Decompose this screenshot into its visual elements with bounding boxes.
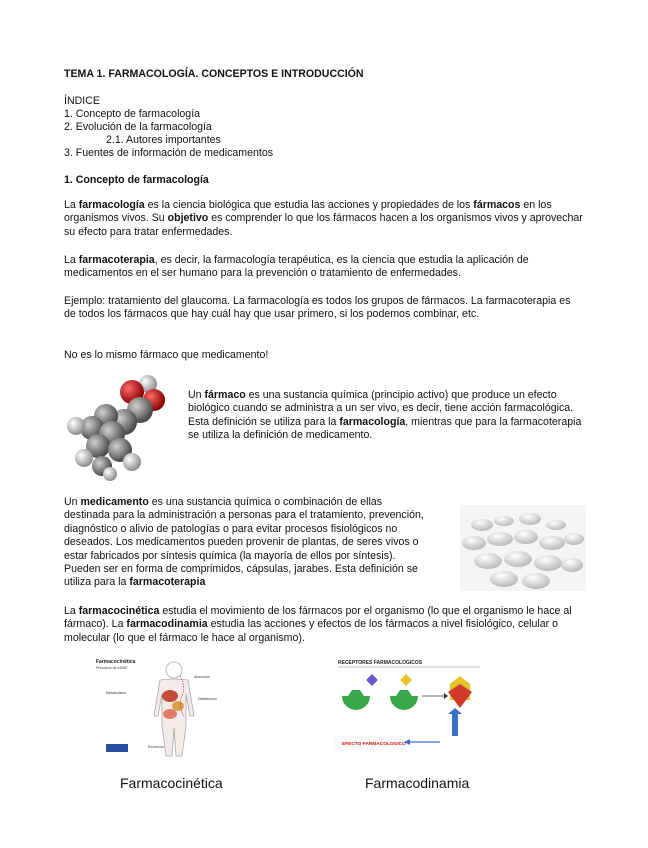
index-heading: ÍNDICE bbox=[64, 95, 100, 107]
index-subitem: 2.1. Autores importantes bbox=[106, 134, 221, 146]
index-item: 2. Evolución de la farmacología bbox=[64, 121, 212, 133]
pd-effect-label: EFECTO FARMACOLOGICO bbox=[342, 742, 406, 747]
paragraph-farmacologia: La farmacología es la ciencia biológica que estudia las acciones y propiedades de los fármacos en los organismos vivos. Su objetivo es comprender lo que los fármacos hacen a los organismos vivos y aprovechar su efecto para tratar enfermedades. bbox=[64, 199, 583, 238]
pk-figure-title: Farmacocinética bbox=[96, 659, 136, 665]
molecule-image bbox=[62, 370, 180, 482]
paragraph-farmaco: Un fármaco es una sustancia química (principio activo) que produce un efecto biológico cuando se administra a un ser vivo, es decir, tiene acción farmacológica. Esta definición se utiliza para la farmacología, mientras que para la farmacoterapia se utiliza la definición de medicamento. bbox=[188, 389, 582, 442]
section-heading: 1. Concepto de farmacología bbox=[64, 174, 209, 186]
pd-caption: Farmacodinamia bbox=[365, 775, 470, 791]
index-item: 1. Concepto de farmacología bbox=[64, 108, 201, 120]
paragraph-farmacoterapia: La farmacoterapia, es decir, la farmacología terapéutica, es la ciencia que estudia la aplicación de medicamentos en el ser humano para la prevención o tratamiento de enfermedades. bbox=[64, 254, 529, 280]
document-title: TEMA 1. FARMACOLOGÍA. CONCEPTOS E INTRODUCCIÓN bbox=[64, 68, 364, 80]
pd-figure-title: RECEPTORES FARMACOLOGICOS bbox=[338, 660, 423, 666]
pk-caption: Farmacocinética bbox=[120, 775, 223, 791]
pk-label-excrecion: Excreción bbox=[148, 745, 164, 749]
pk-label-absorcion: Absorción bbox=[194, 675, 210, 679]
pills-image bbox=[460, 505, 586, 591]
pharmacokinetics-figure bbox=[94, 656, 252, 758]
paragraph-farmacocinetica: La farmacocinética estudia el movimiento de los fármacos por el organismo (lo que el organismo le hace al fármaco). La farmacodinamia estudia las acciones y efectos de los fármacos a nivel fisiológico, celular o molecular (lo que el fármaco le hace al organismo). bbox=[64, 605, 572, 644]
pk-label-metabolismo: Metabolismo bbox=[106, 691, 127, 695]
pk-label-distribucion: Distribución bbox=[198, 697, 217, 701]
pk-figure-subtitle: Principios de ADME bbox=[96, 666, 128, 670]
index-item: 3. Fuentes de información de medicamentos bbox=[64, 147, 274, 159]
paragraph-note: No es lo mismo fármaco que medicamento! bbox=[64, 349, 269, 361]
pharmacodynamics-figure bbox=[330, 656, 490, 758]
paragraph-medicamento: Un medicamento es una sustancia química o combinación de ellas destinada para la administración a personas para el tratamiento, prevención, diagnóstico o alivio de patologías o para evitar procesos fisiológicos no deseados. Los medicamentos pueden provenir de plantas, de seres vivos o estar fabricados por síntesis química (la mayoría de ellos por síntesis). Pueden ser en forma de comprimidos, cápsulas, jarabes. Esta definición se utiliza para la farmacoterapia bbox=[64, 496, 424, 589]
paragraph-example: Ejemplo: tratamiento del glaucoma. La farmacología es todos los grupos de fármacos. La farmacoterapia es de todos los fármacos que hay cuál hay que usar primero, si los podemos combinar, etc. bbox=[64, 295, 571, 321]
